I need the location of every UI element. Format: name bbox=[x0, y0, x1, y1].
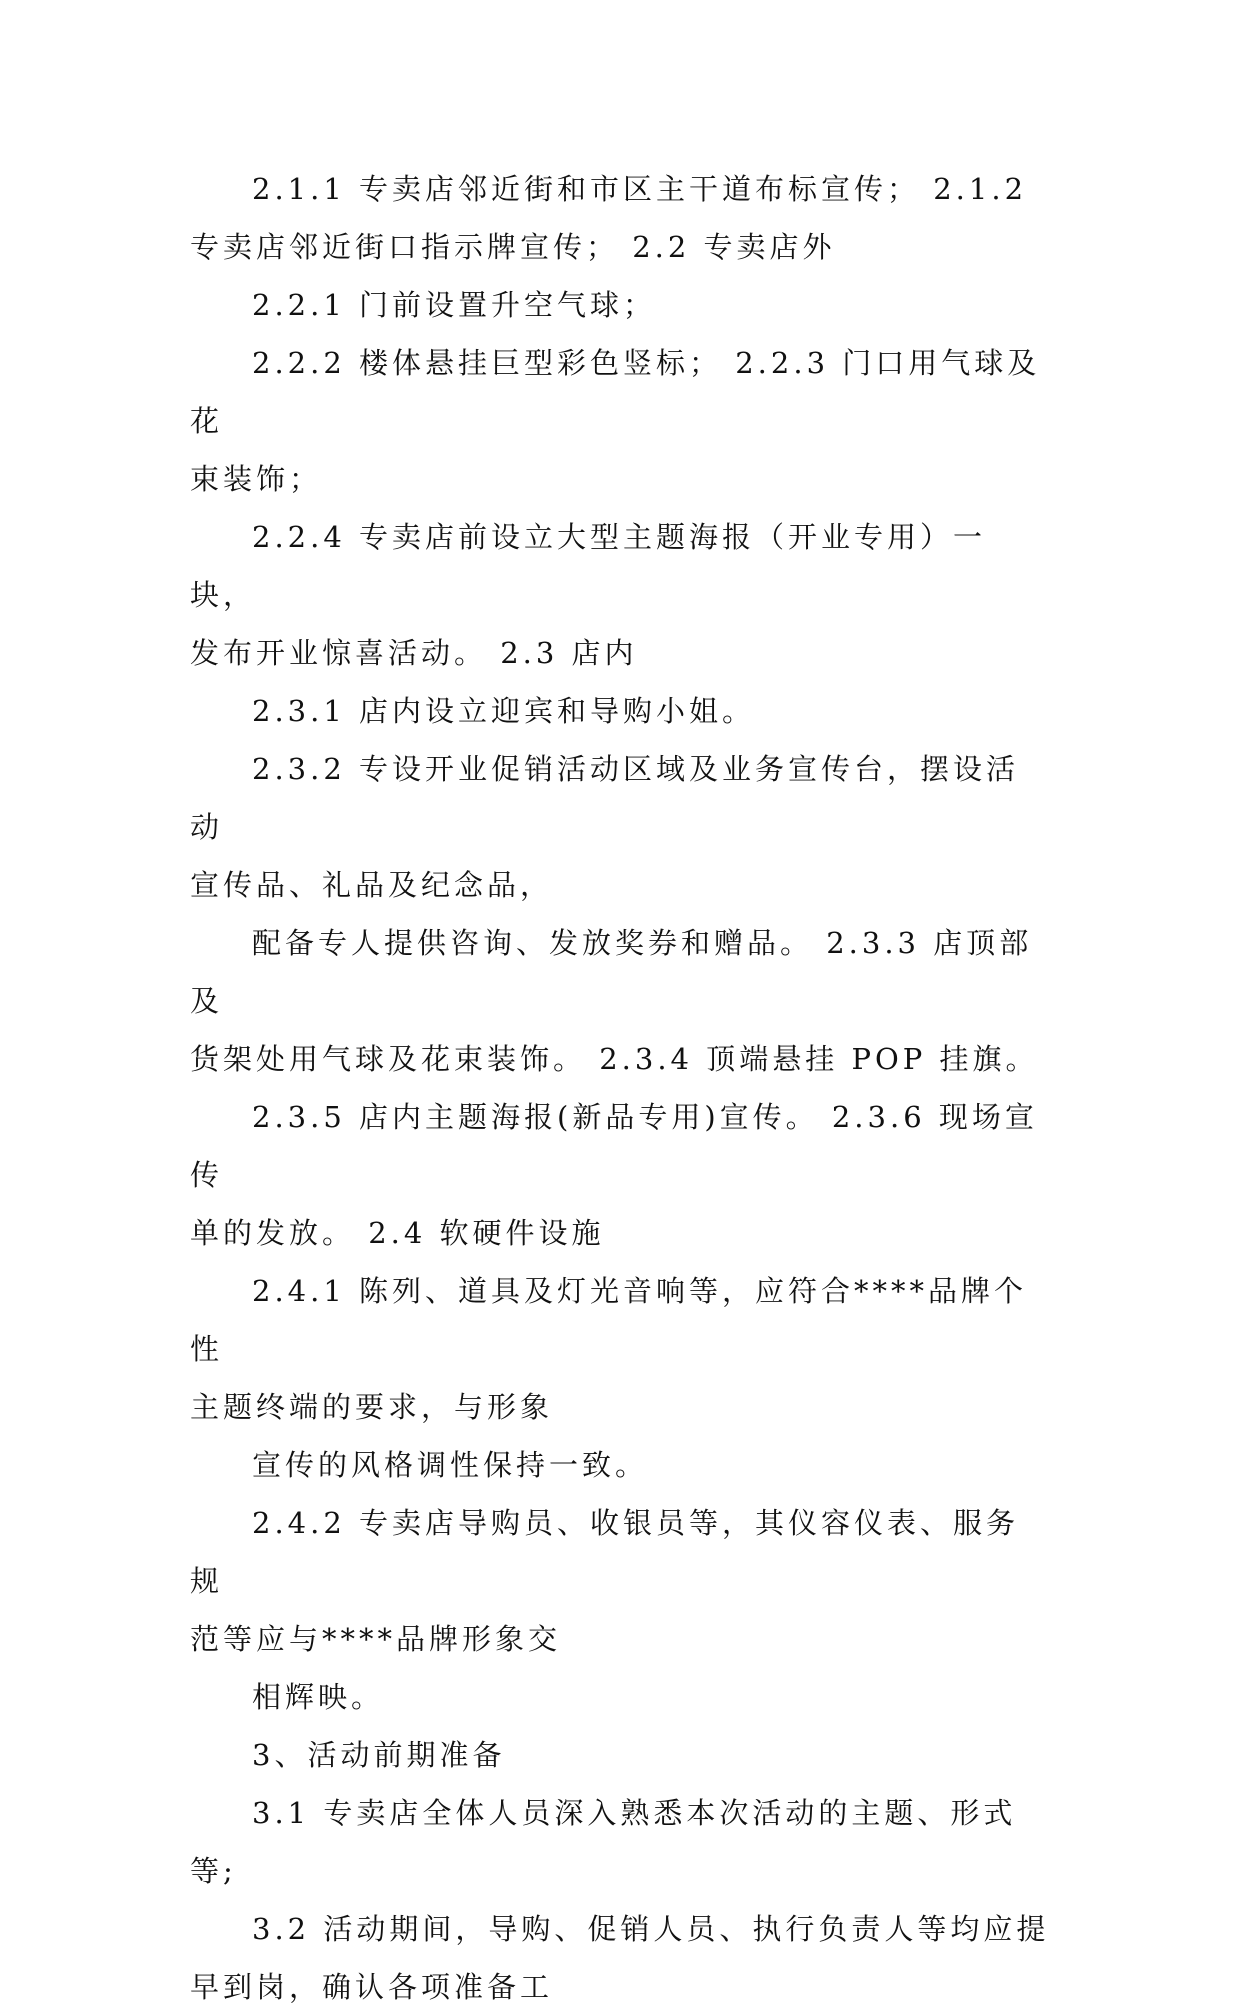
text-line: 2.2.4 专卖店前设立大型主题海报（开业专用）一块， bbox=[190, 520, 987, 612]
text-line: 范等应与****品牌形象交 bbox=[190, 1622, 562, 1656]
text-line: 主题终端的要求，与形象 bbox=[190, 1390, 554, 1424]
text-line: 2.1.1 专卖店邻近街和市区主干道布标宣传； 2.1.2 bbox=[252, 172, 1028, 206]
text-line: 早到岗，确认各项准备工 bbox=[190, 1970, 554, 2004]
text-line: 2.3.5 店内主题海报(新品专用)宣传。 2.3.6 现场宣传 bbox=[190, 1100, 1038, 1192]
text-line: 宣传品、礼品及纪念品， bbox=[190, 868, 554, 902]
text-line: 2.3.1 店内设立迎宾和导购小姐。 bbox=[252, 694, 756, 728]
text-line: 3.2 活动期间，导购、促销人员、执行负责人等均应提 bbox=[252, 1912, 1050, 1946]
text-line: 货架处用气球及花束装饰。 2.3.4 顶端悬挂 POP 挂旗。 bbox=[190, 1042, 1039, 1076]
section-heading: 3、活动前期准备 bbox=[252, 1738, 506, 1772]
text-line: 2.4.2 专卖店导购员、收银员等，其仪容仪表、服务规 bbox=[190, 1506, 1020, 1598]
text-line: 2.2.1 门前设置升空气球； bbox=[252, 288, 657, 322]
text-line: 专卖店邻近街口指示牌宣传； 2.2 专卖店外 bbox=[190, 230, 836, 264]
text-line: 2.3.2 专设开业促销活动区域及业务宣传台，摆设活动 bbox=[190, 752, 1020, 844]
text-line: 2.4.1 陈列、道具及灯光音响等，应符合****品牌个性 bbox=[190, 1274, 1028, 1366]
text-line: 单的发放。 2.4 软硬件设施 bbox=[190, 1216, 605, 1250]
text-line: 2.2.2 楼体悬挂巨型彩色竖标； 2.2.3 门口用气球及花 bbox=[190, 346, 1041, 438]
text-line: 相辉映。 bbox=[252, 1680, 385, 1714]
text-line: 发布开业惊喜活动。 2.3 店内 bbox=[190, 636, 638, 670]
text-line: 束装饰； bbox=[190, 462, 323, 496]
text-line: 配备专人提供咨询、发放奖券和赠品。 2.3.3 店顶部及 bbox=[190, 926, 1033, 1018]
document-page bbox=[190, 160, 1050, 2016]
text-line: 宣传的风格调性保持一致。 bbox=[252, 1448, 649, 1482]
text-line: 3.1 专卖店全体人员深入熟悉本次活动的主题、形式等; bbox=[190, 1796, 1017, 1888]
